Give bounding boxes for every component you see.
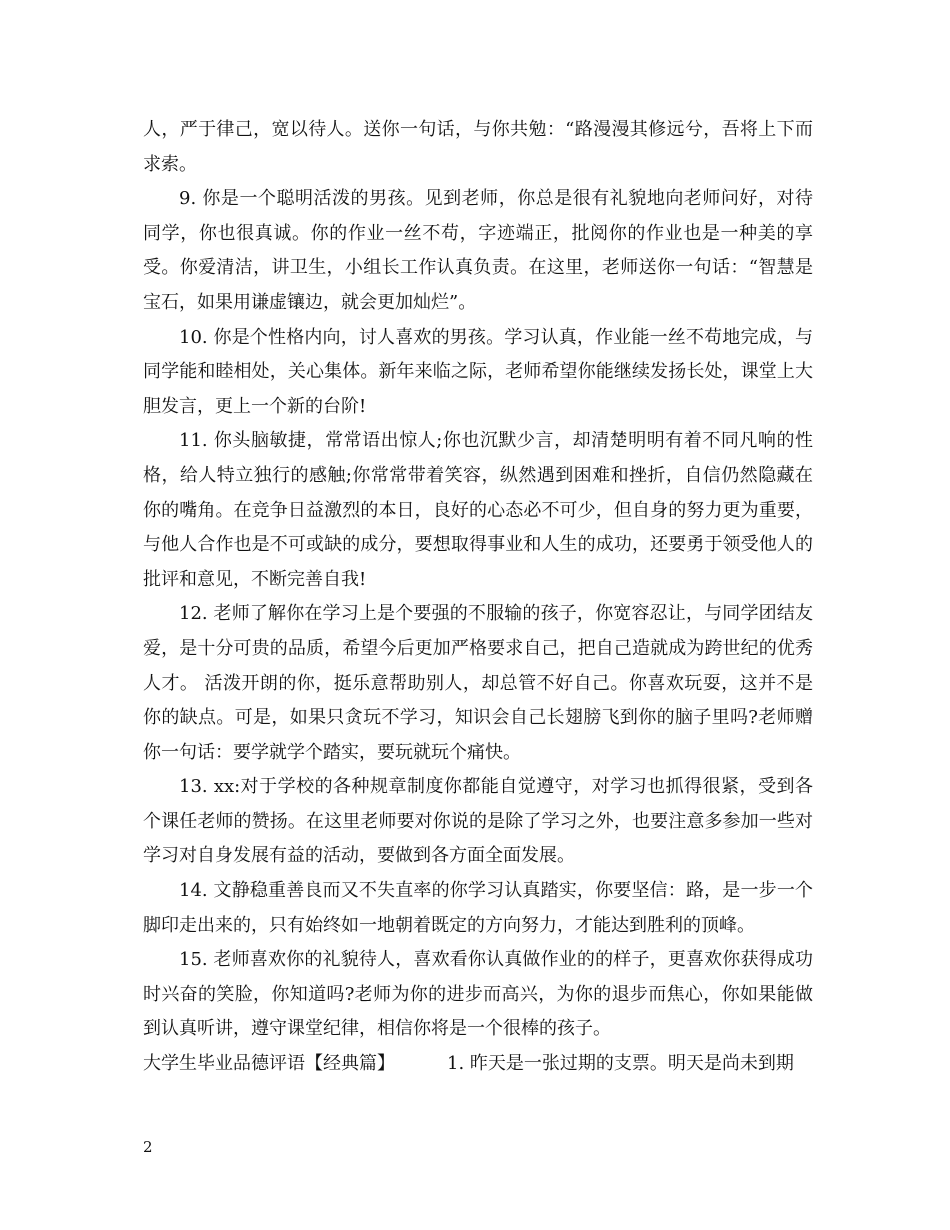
paragraph-item-14: 14. 文静稳重善良而又不失直率的你学习认真踏实，你要坚信：路，是一步一个脚印走出来的，只有始终如一地朝着既定的方向努力，才能达到胜利的顶峰。 — [143, 880, 813, 936]
page-number: 2 — [143, 1138, 153, 1156]
section-heading: 大学生毕业品德评语【经典篇】 — [143, 1053, 395, 1075]
paragraph-item-11: 11. 你头脑敏捷，常常语出惊人;你也沉默少言，却清楚明明有着不同凡响的性格，给人特立独行的感触;你常常带着笑容，纵然遇到困难和挫折，自信仍然隐藏在你的嘴角。在竞争日益激烈的本日，良好的心态必不可少，但自身的努力更为重要，与他人合作也是不可或缺的成分，要想取得事业和人生的成功，还要勇于领受他人的批评和意见，不断完善自我! — [143, 430, 813, 590]
section-first-item: 1. 昨天是一张过期的支票。明天是尚未到期 — [447, 1053, 794, 1075]
section-heading-line — [143, 1047, 813, 1082]
paragraph-item-15: 15. 老师喜欢你的礼貌待人，喜欢看你认真做作业的的样子，更喜欢你获得成功时兴奋的笑脸，你知道吗?老师为你的进步而高兴，为你的退步而焦心，你如果能做到认真听讲，遵守课堂纪律，相信你将是一个很棒的孩子。 — [143, 949, 813, 1040]
paragraph-continuation: 人，严于律己，宽以待人。送你一句话，与你共勉：“路漫漫其修远兮，吾将上下而求索。 — [143, 119, 813, 175]
paragraph-item-10: 10. 你是个性格内向，讨人喜欢的男孩。学习认真，作业能一丝不苟地完成，与同学能和睦相处，关心集体。新年来临之际，老师希望你能继续发扬长处，课堂上大胆发言，更上一个新的台阶! — [143, 326, 813, 417]
paragraph-item-12: 12. 老师了解你在学习上是个要强的不服输的孩子，你宽容忍让，与同学团结友爱，是十分可贵的品质，希望今后更加严格要求自己，把自己造就成为跨世纪的优秀人才。 活泼开朗的你，挺乐意帮助别人，却总管不好自己。你喜欢玩耍，这并不是你的缺点。可是，如果只贪玩不学习，知识会自己长翅膀飞到你的脑子里吗?老师赠你一句话：要学就学个踏实，要玩就玩个痛快。 — [143, 603, 813, 763]
paragraph-item-13: 13. xx:对于学校的各种规章制度你都能自觉遵守，对学习也抓得很紧，受到各个课任老师的赞扬。在这里老师要对你说的是除了学习之外，也要注意多参加一些对学习对自身发展有益的活动，要做到各方面全面发展。 — [143, 776, 813, 867]
paragraph-item-9: 9. 你是一个聪明活泼的男孩。见到老师，你总是很有礼貌地向老师问好，对待同学，你也很真诚。你的作业一丝不苟，字迹端正，批阅你的作业也是一种美的享受。你爱清洁，讲卫生，小组长工作认真负责。在这里，老师送你一句话：“智慧是宝石，如果用谦虚镶边，就会更加灿烂”。 — [143, 188, 813, 313]
document-body — [143, 113, 813, 1082]
